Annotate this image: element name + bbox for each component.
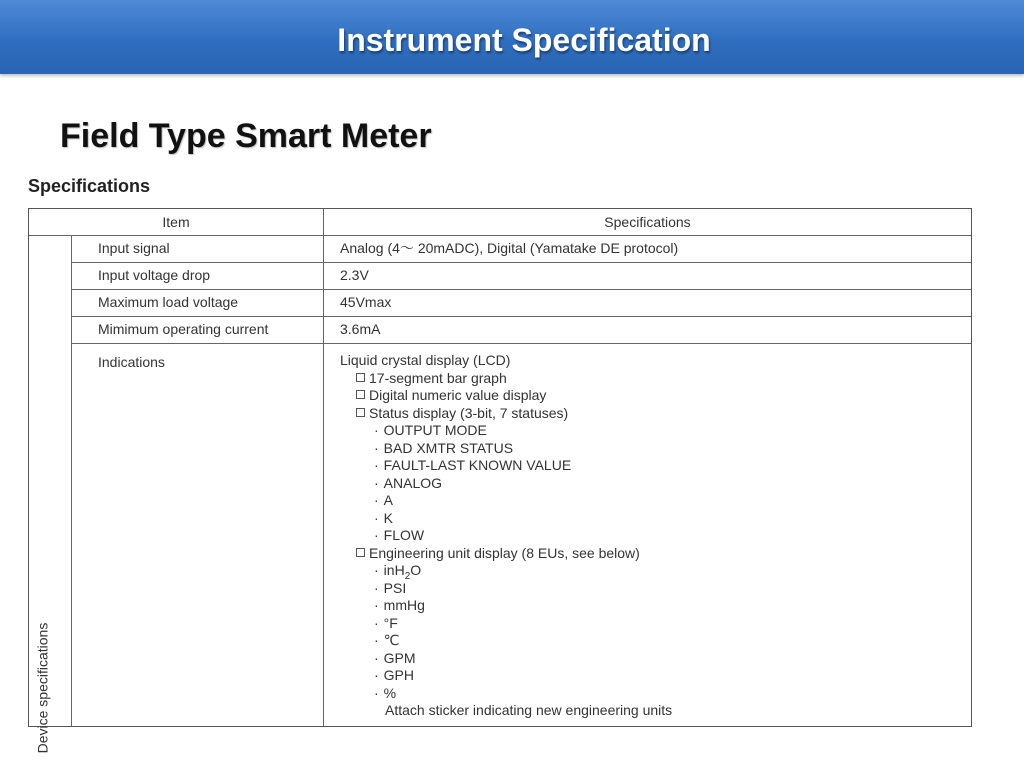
bullet-icon: · bbox=[374, 457, 379, 473]
item-min-operating-current: Mimimum operating current bbox=[98, 321, 269, 337]
group-label: Device specifications bbox=[34, 622, 51, 754]
bullet-icon: · bbox=[374, 492, 379, 508]
spec-input-signal: Analog (4〜 20mADC), Digital (Yamatake DE protocol) bbox=[340, 240, 679, 256]
bullet-icon: · bbox=[374, 474, 379, 491]
spec-table bbox=[28, 208, 972, 754]
list-item: Digital numeric value display bbox=[340, 387, 672, 405]
bullet-icon: · bbox=[374, 614, 379, 631]
column-divider bbox=[323, 209, 324, 726]
bullet-icon: · bbox=[374, 632, 379, 648]
item-input-voltage-drop: Input voltage drop bbox=[98, 267, 211, 283]
indications-list bbox=[340, 352, 672, 720]
item-indications: Indications bbox=[98, 354, 165, 370]
list-item: · BAD XMTR STATUS bbox=[374, 439, 514, 456]
spec-max-load-voltage: 45Vmax bbox=[340, 294, 392, 310]
list-item: Engineering unit display (8 EUs, see below) bbox=[340, 545, 672, 563]
checkbox-square-icon bbox=[356, 408, 365, 417]
bullet-icon: · bbox=[374, 422, 379, 438]
list-item: 17-segment bar graph bbox=[340, 370, 672, 388]
row-divider bbox=[71, 343, 971, 344]
row-divider bbox=[71, 316, 971, 317]
row-divider bbox=[71, 262, 971, 263]
spec-input-voltage-drop: 2.3V bbox=[340, 267, 369, 283]
list-item: · PSI bbox=[374, 579, 407, 596]
list-item: · % bbox=[374, 684, 397, 701]
slide-subtitle: Field Type Smart Meter bbox=[60, 117, 432, 155]
list-item: · mmHg bbox=[374, 597, 425, 613]
list-item: · OUTPUT MODE bbox=[374, 422, 487, 438]
list-item: · A bbox=[374, 492, 394, 508]
list-item: · inH$_2$O bbox=[374, 562, 422, 582]
row-divider bbox=[71, 289, 971, 290]
list-item: · K bbox=[374, 509, 394, 526]
header-item: Item bbox=[162, 214, 190, 230]
bullet-icon: · bbox=[374, 579, 379, 596]
list-item: · ANALOG bbox=[374, 474, 443, 491]
header-divider bbox=[29, 235, 971, 236]
bullet-icon: · bbox=[374, 649, 379, 666]
group-divider bbox=[71, 235, 72, 726]
list-item: Attach sticker indicating new engineering units bbox=[385, 702, 673, 718]
item-input-signal: Input signal bbox=[98, 240, 170, 256]
bullet-icon: · bbox=[374, 684, 379, 701]
list-item: · FAULT-LAST KNOWN VALUE bbox=[374, 457, 572, 473]
bullet-icon: · bbox=[374, 597, 379, 613]
slide-title: Instrument Specification bbox=[337, 22, 711, 58]
title-banner bbox=[0, 0, 1024, 74]
list-item: · ℃ bbox=[374, 632, 400, 648]
list-item: Status display (3-bit, 7 statuses) bbox=[340, 405, 672, 423]
list-item: · GPH bbox=[374, 667, 415, 683]
checkbox-square-icon bbox=[356, 548, 365, 557]
header-specifications: Specifications bbox=[604, 214, 691, 230]
bullet-icon: · bbox=[374, 527, 379, 543]
item-max-load-voltage: Maximum load voltage bbox=[98, 294, 239, 310]
bullet-icon: · bbox=[374, 667, 379, 683]
checkbox-square-icon bbox=[356, 373, 365, 382]
list-item: · GPM bbox=[374, 649, 416, 666]
spec-min-operating-current: 3.6mA bbox=[340, 321, 381, 337]
list-item: · °F bbox=[374, 614, 398, 631]
list-item: Liquid crystal display (LCD) bbox=[340, 352, 511, 368]
bullet-icon: · bbox=[374, 509, 379, 526]
bullet-icon: · bbox=[374, 439, 379, 456]
bullet-icon: · bbox=[374, 562, 379, 578]
spec-heading: Specifications bbox=[28, 176, 151, 196]
list-item: · FLOW bbox=[374, 527, 425, 543]
checkbox-square-icon bbox=[356, 390, 365, 399]
